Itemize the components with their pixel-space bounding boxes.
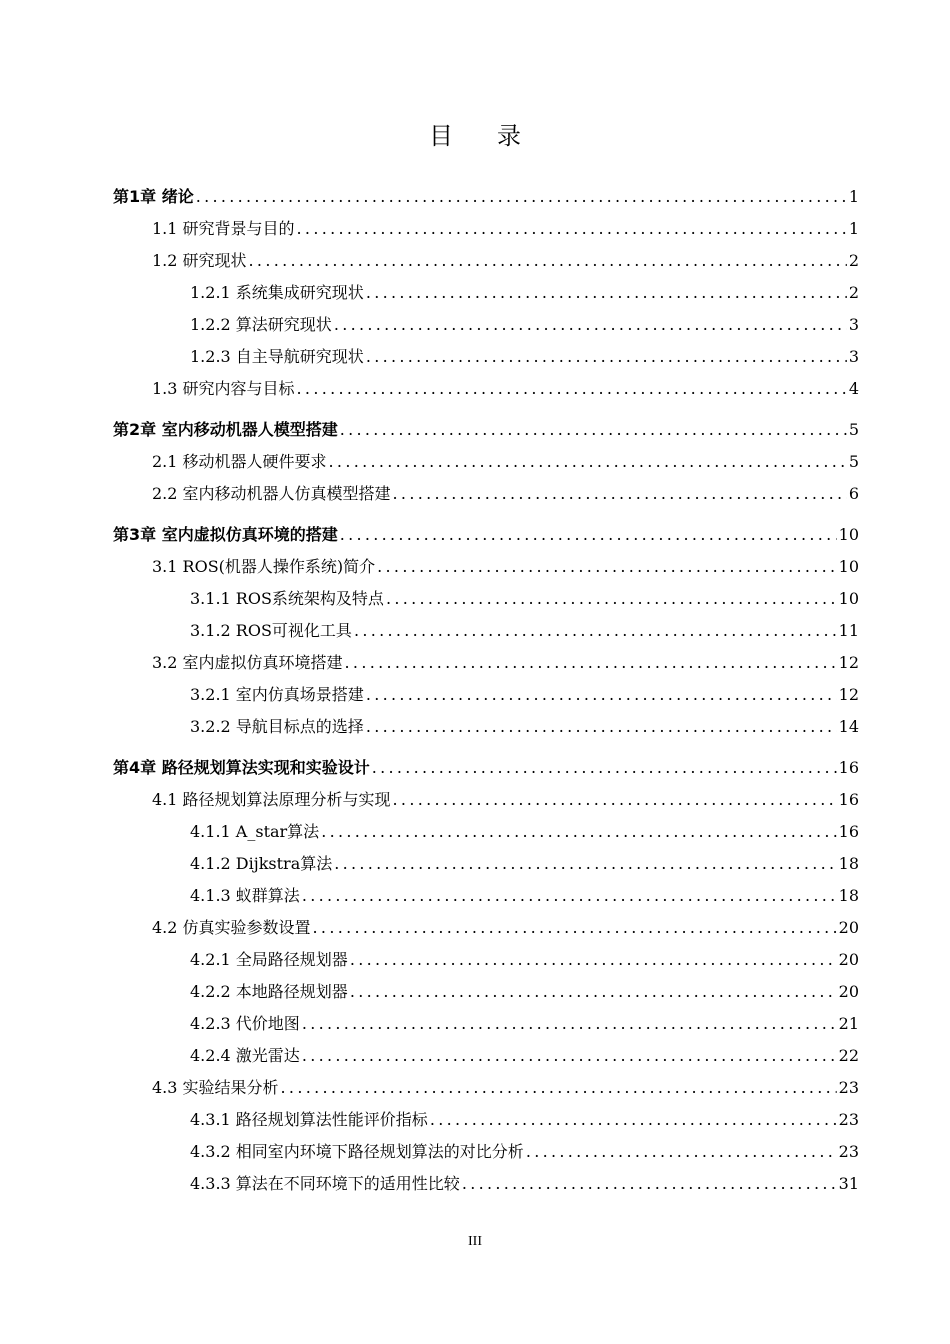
toc-entry-label: 3.2.2 导航目标点的选择 bbox=[190, 717, 364, 736]
toc-entry-page: 2 bbox=[848, 283, 859, 302]
toc-leader-dots bbox=[350, 950, 837, 970]
toc-entry-label: 4.3 实验结果分析 bbox=[152, 1078, 279, 1097]
toc-leader-dots bbox=[321, 822, 836, 842]
toc-entry-page: 12 bbox=[838, 653, 859, 672]
toc-leader-dots bbox=[345, 653, 837, 673]
toc-chapter-entry[interactable] bbox=[113, 517, 859, 545]
toc-entry-label: 1.2.3 自主导航研究现状 bbox=[190, 347, 364, 366]
toc-entry-page: 16 bbox=[838, 758, 859, 777]
toc-section-entry[interactable] bbox=[190, 1102, 859, 1130]
toc-section-entry[interactable] bbox=[152, 645, 859, 673]
toc-entry-page: 5 bbox=[848, 420, 859, 439]
toc-leader-dots bbox=[366, 283, 847, 303]
toc-entry-page: 22 bbox=[838, 1046, 859, 1065]
toc-entry-label: 第4章 路径规划算法实现和实验设计 bbox=[113, 758, 370, 777]
toc-entry-page: 4 bbox=[848, 379, 859, 398]
toc-section-entry[interactable] bbox=[190, 1006, 859, 1034]
toc-entry-page: 20 bbox=[838, 950, 859, 969]
toc-entry-page: 1 bbox=[848, 219, 859, 238]
toc-entry-label: 1.1 研究背景与目的 bbox=[152, 219, 295, 238]
toc-section-entry[interactable] bbox=[190, 677, 859, 705]
toc-entry-page: 5 bbox=[848, 452, 859, 471]
toc-entry-label: 4.3.2 相同室内环境下路径规划算法的对比分析 bbox=[190, 1142, 524, 1161]
toc-entry-page: 23 bbox=[838, 1142, 859, 1161]
toc-leader-dots bbox=[281, 1078, 837, 1098]
toc-leader-dots bbox=[372, 758, 837, 778]
toc-entry-page: 21 bbox=[838, 1014, 859, 1033]
toc-section-entry[interactable] bbox=[190, 613, 859, 641]
toc-entry-label: 4.2 仿真实验参数设置 bbox=[152, 918, 311, 937]
toc-entry-page: 1 bbox=[848, 187, 859, 206]
toc-section-entry[interactable] bbox=[190, 1038, 859, 1066]
toc-section-entry[interactable] bbox=[152, 549, 859, 577]
toc-entry-label: 4.3.1 路径规划算法性能评价指标 bbox=[190, 1110, 428, 1129]
toc-entry-page: 10 bbox=[838, 525, 859, 544]
toc-leader-dots bbox=[313, 918, 837, 938]
toc-leader-dots bbox=[526, 1142, 837, 1162]
toc-entry-label: 1.2.1 系统集成研究现状 bbox=[190, 283, 364, 302]
toc-entry-label: 4.2.2 本地路径规划器 bbox=[190, 982, 348, 1001]
toc-entry-label: 2.2 室内移动机器人仿真模型搭建 bbox=[152, 484, 391, 503]
toc-entry-label: 4.1.3 蚁群算法 bbox=[190, 886, 300, 905]
page-title: 目录 bbox=[429, 122, 565, 150]
toc-leader-dots bbox=[393, 484, 847, 504]
toc-entry-label: 1.2 研究现状 bbox=[152, 251, 247, 270]
toc-chapter-entry[interactable] bbox=[113, 179, 859, 207]
toc-leader-dots bbox=[340, 525, 837, 545]
toc-entry-label: 4.2.4 激光雷达 bbox=[190, 1046, 300, 1065]
toc-entry-page: 16 bbox=[838, 790, 859, 809]
toc-leader-dots bbox=[302, 886, 837, 906]
toc-entry-page: 20 bbox=[838, 982, 859, 1001]
toc-leader-dots bbox=[393, 790, 837, 810]
toc-entry-page: 2 bbox=[848, 251, 859, 270]
toc-entry-label: 4.2.1 全局路径规划器 bbox=[190, 950, 348, 969]
toc-entry-page: 16 bbox=[838, 822, 859, 841]
toc-entry-label: 3.1 ROS(机器人操作系统)简介 bbox=[152, 557, 376, 576]
toc-leader-dots bbox=[377, 557, 836, 577]
toc-leader-dots bbox=[366, 685, 837, 705]
toc-leader-dots bbox=[366, 717, 837, 737]
toc-section-entry[interactable] bbox=[190, 878, 859, 906]
toc-entry-page: 14 bbox=[838, 717, 859, 736]
toc-leader-dots bbox=[334, 315, 847, 335]
toc-section-entry[interactable] bbox=[190, 942, 859, 970]
toc-entry-page: 3 bbox=[848, 315, 859, 334]
toc-entry-label: 1.2.2 算法研究现状 bbox=[190, 315, 332, 334]
toc-section-entry[interactable] bbox=[152, 782, 859, 810]
toc-entry-label: 4.3.3 算法在不同环境下的适用性比较 bbox=[190, 1174, 460, 1193]
toc-section-entry[interactable] bbox=[190, 846, 859, 874]
toc-entry-page: 12 bbox=[838, 685, 859, 704]
toc-leader-dots bbox=[196, 187, 847, 207]
toc-section-entry[interactable] bbox=[152, 211, 859, 239]
toc-entry-label: 第1章 绪论 bbox=[113, 187, 194, 206]
toc-leader-dots bbox=[430, 1110, 837, 1130]
toc-entry-label: 3.2 室内虚拟仿真环境搭建 bbox=[152, 653, 343, 672]
toc-entry-label: 4.2.3 代价地图 bbox=[190, 1014, 300, 1033]
toc-section-entry[interactable] bbox=[190, 275, 859, 303]
toc-section-entry[interactable] bbox=[152, 371, 859, 399]
page-number: III bbox=[468, 1234, 482, 1249]
toc-entry-label: 1.3 研究内容与目标 bbox=[152, 379, 295, 398]
toc-entry-label: 3.1.2 ROS可视化工具 bbox=[190, 621, 352, 640]
toc-entry-page: 23 bbox=[838, 1078, 859, 1097]
toc-section-entry[interactable] bbox=[190, 814, 859, 842]
toc-entry-page: 23 bbox=[838, 1110, 859, 1129]
toc-entry-page: 10 bbox=[838, 557, 859, 576]
toc-entry-label: 第3章 室内虚拟仿真环境的搭建 bbox=[113, 525, 338, 544]
toc-entry-label: 4.1.1 A_star算法 bbox=[190, 822, 320, 841]
toc-section-entry[interactable] bbox=[190, 974, 859, 1002]
toc-section-entry[interactable] bbox=[190, 339, 859, 367]
toc-entry-page: 20 bbox=[838, 918, 859, 937]
toc-entry-label: 4.1 路径规划算法原理分析与实现 bbox=[152, 790, 391, 809]
toc-entry-label: 3.2.1 室内仿真场景搭建 bbox=[190, 685, 364, 704]
toc-leader-dots bbox=[249, 251, 847, 271]
toc-section-entry[interactable] bbox=[152, 476, 859, 504]
toc-leader-dots bbox=[462, 1174, 837, 1194]
toc-leader-dots bbox=[297, 379, 847, 399]
toc-section-entry[interactable] bbox=[152, 243, 859, 271]
toc-section-entry[interactable] bbox=[152, 1070, 859, 1098]
toc-section-entry[interactable] bbox=[190, 307, 859, 335]
toc-leader-dots bbox=[302, 1014, 837, 1034]
toc-leader-dots bbox=[334, 854, 836, 874]
toc-section-entry[interactable] bbox=[190, 1134, 859, 1162]
toc-entry-label: 4.1.2 Dijkstra算法 bbox=[190, 854, 333, 873]
toc-leader-dots bbox=[302, 1046, 837, 1066]
toc-leader-dots bbox=[386, 589, 837, 609]
toc-section-entry[interactable] bbox=[152, 910, 859, 938]
toc-entry-page: 18 bbox=[838, 886, 859, 905]
toc-entry-page: 3 bbox=[848, 347, 859, 366]
toc-entry-label: 3.1.1 ROS系统架构及特点 bbox=[190, 589, 384, 608]
toc-entry-page: 18 bbox=[838, 854, 859, 873]
toc-entry-page: 10 bbox=[838, 589, 859, 608]
toc-leader-dots bbox=[340, 420, 847, 440]
toc-leader-dots bbox=[366, 347, 847, 367]
toc-leader-dots bbox=[329, 452, 847, 472]
toc-section-entry[interactable] bbox=[190, 709, 859, 737]
toc-chapter-entry[interactable] bbox=[113, 750, 859, 778]
toc-leader-dots bbox=[350, 982, 837, 1002]
toc-section-entry[interactable] bbox=[190, 581, 859, 609]
toc-entry-page: 11 bbox=[838, 621, 859, 640]
toc-chapter-entry[interactable] bbox=[113, 412, 859, 440]
toc-entry-page: 6 bbox=[848, 484, 859, 503]
toc-entry-page: 31 bbox=[838, 1174, 859, 1193]
toc-section-entry[interactable] bbox=[190, 1166, 859, 1194]
toc-entry-label: 2.1 移动机器人硬件要求 bbox=[152, 452, 327, 471]
toc-section-entry[interactable] bbox=[152, 444, 859, 472]
toc-entry-label: 第2章 室内移动机器人模型搭建 bbox=[113, 420, 338, 439]
toc-leader-dots bbox=[297, 219, 847, 239]
toc-leader-dots bbox=[354, 621, 837, 641]
